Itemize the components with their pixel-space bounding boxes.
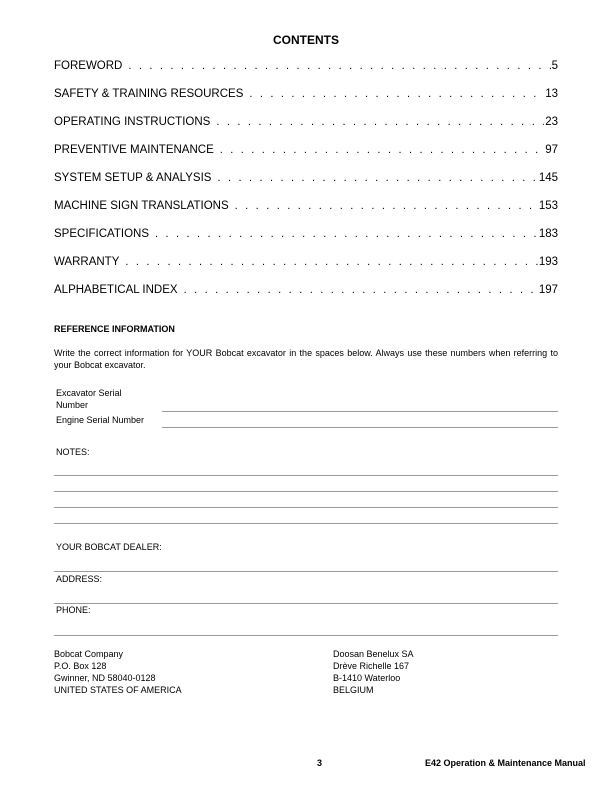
footer-page-number: 3 xyxy=(317,758,323,768)
address-field[interactable] xyxy=(54,603,558,604)
reference-heading: REFERENCE INFORMATION xyxy=(54,324,175,334)
toc-entry-label: SYSTEM SETUP & ANALYSIS xyxy=(54,172,212,184)
dealer-label: YOUR BOBCAT DEALER: xyxy=(56,542,162,552)
toc-entry-operating[interactable] xyxy=(54,116,558,144)
excavator-serial-field[interactable] xyxy=(162,411,558,412)
toc-entry-maintenance[interactable] xyxy=(54,144,558,172)
toc-leader-dots xyxy=(155,228,538,240)
toc-entry-label: FOREWORD xyxy=(54,60,123,72)
address-line: B-1410 Waterloo xyxy=(333,673,401,683)
notes-label: NOTES: xyxy=(56,447,90,457)
toc-leader-dots xyxy=(249,88,544,100)
notes-line[interactable] xyxy=(54,475,558,476)
toc-entry-label: WARRANTY xyxy=(54,256,120,268)
notes-line[interactable] xyxy=(54,491,558,492)
engine-serial-label: Engine Serial Number xyxy=(56,415,145,425)
company-address-belgium xyxy=(333,648,414,696)
toc-page-number: 193 xyxy=(538,256,558,268)
address-line: Bobcat Company xyxy=(54,649,124,659)
toc-entry-label: SPECIFICATIONS xyxy=(54,228,149,240)
toc-entry-label: SAFETY & TRAINING RESOURCES xyxy=(54,88,244,100)
toc-leader-dots xyxy=(128,60,550,72)
table-of-contents xyxy=(54,60,558,312)
toc-entry-index[interactable] xyxy=(54,284,558,312)
toc-leader-dots xyxy=(235,200,538,212)
excavator-serial-label-line2: Number xyxy=(56,400,89,410)
notes-line[interactable] xyxy=(54,523,558,524)
toc-page-number: 97 xyxy=(545,144,558,156)
dealer-field[interactable] xyxy=(54,571,558,572)
toc-leader-dots xyxy=(125,256,537,268)
excavator-serial-label-line1: Excavator Serial xyxy=(56,388,122,398)
phone-field[interactable] xyxy=(54,635,558,636)
toc-entry-label: MACHINE SIGN TRANSLATIONS xyxy=(54,200,229,212)
address-line: Gwinner, ND 58040-0128 xyxy=(54,673,156,683)
toc-entry-sign-translations[interactable] xyxy=(54,200,558,228)
toc-page-number: 23 xyxy=(545,116,558,128)
reference-instructions: Write the correct information for YOUR Bobcat excavator in the spaces below. Always use these numbers when referring to your Bobcat excavator. xyxy=(54,348,558,370)
toc-leader-dots xyxy=(184,284,538,296)
address-label: ADDRESS: xyxy=(56,574,103,584)
toc-page-number: 153 xyxy=(538,200,558,212)
toc-leader-dots xyxy=(217,172,537,184)
toc-page-number: 183 xyxy=(538,228,558,240)
toc-entry-label: ALPHABETICAL INDEX xyxy=(54,284,178,296)
address-line: Drève Richelle 167 xyxy=(333,661,410,671)
toc-leader-dots xyxy=(220,144,544,156)
engine-serial-field[interactable] xyxy=(162,427,558,428)
address-line: P.O. Box 128 xyxy=(54,661,107,671)
toc-page-number: 13 xyxy=(545,88,558,100)
toc-entry-specifications[interactable] xyxy=(54,228,558,256)
toc-entry-system-setup[interactable] xyxy=(54,172,558,200)
page-title: CONTENTS xyxy=(273,33,339,47)
footer-manual-title: E42 Operation & Maintenance Manual xyxy=(425,758,586,768)
toc-entry-safety[interactable] xyxy=(54,88,558,116)
toc-leader-dots xyxy=(216,116,544,128)
company-address-usa xyxy=(54,648,182,696)
notes-line[interactable] xyxy=(54,507,558,508)
address-line: BELGIUM xyxy=(333,685,374,695)
excavator-serial-label xyxy=(56,387,122,411)
toc-page-number: 145 xyxy=(538,172,558,184)
toc-entry-warranty[interactable] xyxy=(54,256,558,284)
toc-entry-label: OPERATING INSTRUCTIONS xyxy=(54,116,211,128)
toc-page-number: 197 xyxy=(538,284,558,296)
address-line: Doosan Benelux SA xyxy=(333,649,414,659)
toc-entry-label: PREVENTIVE MAINTENANCE xyxy=(54,144,214,156)
toc-entry-foreword[interactable] xyxy=(54,60,558,88)
toc-page-number: 5 xyxy=(551,60,558,72)
phone-label: PHONE: xyxy=(56,605,91,615)
address-line: UNITED STATES OF AMERICA xyxy=(54,685,182,695)
